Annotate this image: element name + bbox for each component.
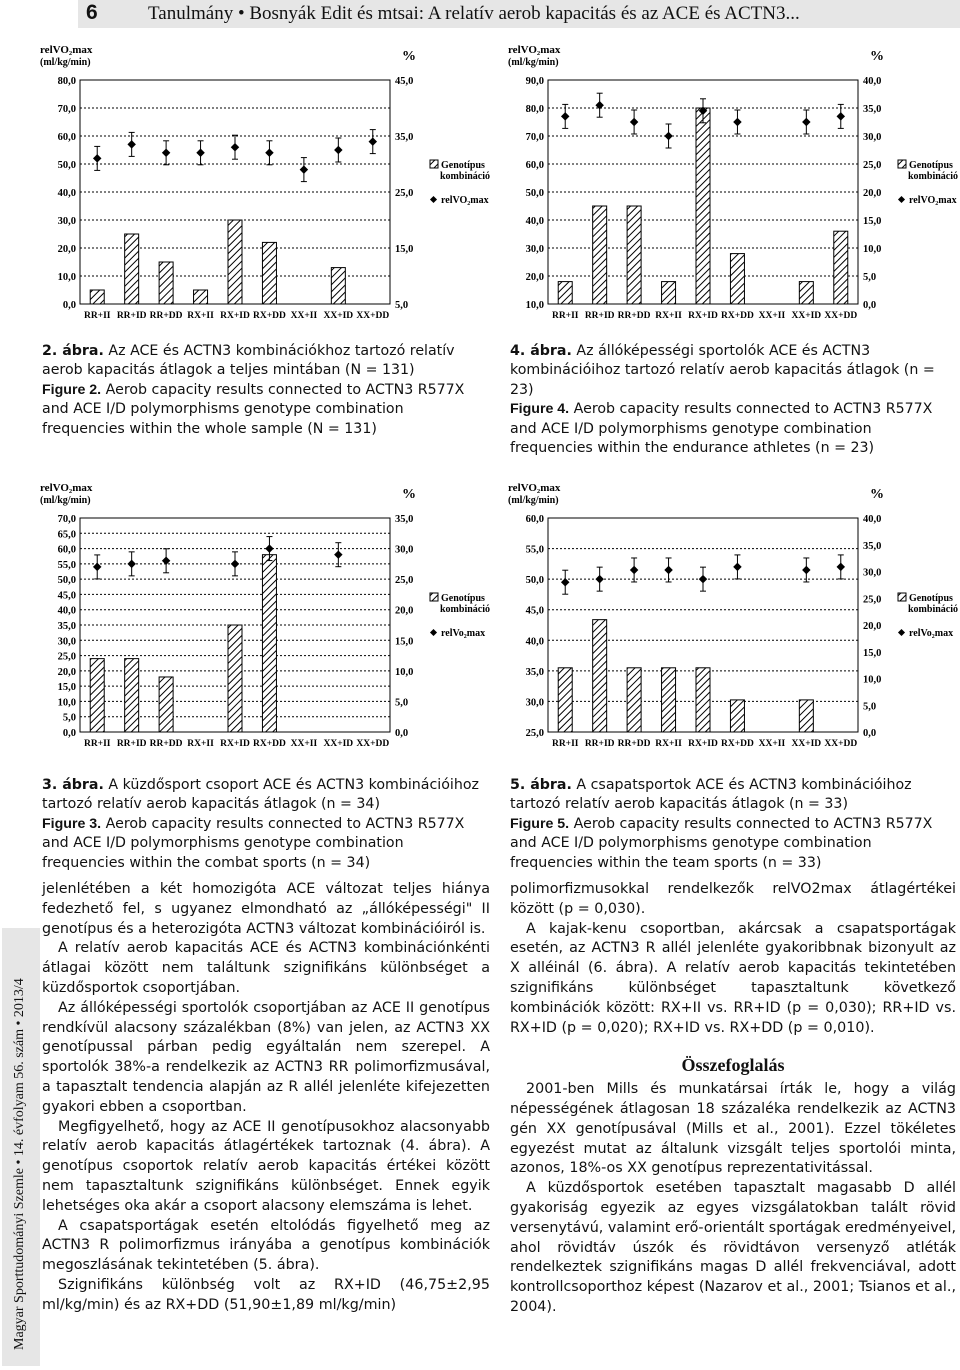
right-tick-label: 30,0 xyxy=(863,132,882,143)
bar xyxy=(593,206,607,304)
legend-text-line: Genotípus xyxy=(441,593,485,604)
bar xyxy=(228,625,242,732)
right-tick-label: 30,0 xyxy=(863,567,882,579)
vo2-marker xyxy=(265,544,273,552)
category-label: RX+II xyxy=(655,739,682,749)
section-heading: Összefoglalás xyxy=(681,1055,785,1076)
legend-swatch-marker xyxy=(898,629,905,636)
right-tick-label: 5,0 xyxy=(395,697,409,709)
vo2-marker xyxy=(231,560,239,568)
right-axis-title: % xyxy=(870,49,884,64)
left-tick-label: 65,0 xyxy=(57,529,76,541)
legend-label-vo2: relVo₂max xyxy=(909,628,954,639)
right-tick-label: 0,0 xyxy=(863,300,877,311)
right-tick-label: 35,0 xyxy=(395,132,414,143)
caption-label-en: Figure 5. xyxy=(510,815,570,832)
legend-swatch-bar xyxy=(430,160,438,168)
caption-text-en: Aerob capacity results connected to ACTN3 R577X and ACE I/D polymorphisms genotype combination frequencies within the whole sample (N = 131) xyxy=(42,381,465,437)
left-axis-unit: (ml/kg/min) xyxy=(40,57,91,68)
right-tick-label: 20,0 xyxy=(863,188,882,199)
bar xyxy=(331,268,345,304)
left-tick-label: 30,0 xyxy=(525,244,544,255)
vo2-marker xyxy=(699,575,707,583)
category-label: RR+DD xyxy=(617,739,651,749)
bar xyxy=(90,659,104,732)
vo2-marker xyxy=(733,563,741,571)
vo2-marker xyxy=(93,154,101,162)
legend-text-line: kombináció xyxy=(440,604,490,615)
bar xyxy=(730,700,744,732)
left-tick-label: 15,0 xyxy=(57,682,76,694)
paragraph: polimorfizmusokkal rendelkezők relVO2max átlagértékei között (p = 0,030). xyxy=(510,881,956,917)
left-tick-label: 5,0 xyxy=(62,712,76,724)
figure-4-chart xyxy=(506,40,958,332)
caption-text-en: Aerob capacity results connected to ACTN3 R577X and ACE I/D polymorphisms genotype combination frequencies within the endurance athletes (n = 23) xyxy=(510,401,933,457)
caption-label-en: Figure 2. xyxy=(42,381,102,398)
legend-label-genotype xyxy=(908,593,958,615)
running-header xyxy=(78,0,960,28)
paragraph: Az állóképességi sportolók csoportjában az ACE II genotípus rendkívül alacsony százalékban (8%) van jelen, az ACTN3 XX genotípussal párban pedig egyáltalán nem szerepel. A sportolók 38%-a rendelkezik az ACTN3 RR polimorfizmusával, a tapasztalt tendencia alapján az R allél jelenléte kifejezetten gyakori ebben a csoportban. xyxy=(42,999,490,1115)
right-tick-label: 35,0 xyxy=(395,514,414,525)
vo2-marker xyxy=(265,149,273,157)
right-axis-title: % xyxy=(402,49,416,64)
category-label: XX+II xyxy=(758,739,786,749)
right-axis-title: % xyxy=(402,487,416,502)
left-tick-label: 45,0 xyxy=(57,590,76,602)
left-tick-label: 10,0 xyxy=(525,300,544,311)
vo2-marker xyxy=(162,149,170,157)
left-tick-label: 60,0 xyxy=(525,160,544,171)
right-tick-label: 5,0 xyxy=(863,701,877,713)
left-tick-label: 40,0 xyxy=(525,216,544,227)
side-journal-text: Magyar Sporttudományi Szemle • 14. évfolyam 56. szám • 2013/4 xyxy=(12,978,27,1350)
left-tick-label: 40,0 xyxy=(525,636,544,648)
right-tick-label: 15,0 xyxy=(395,636,414,648)
bar xyxy=(627,668,641,732)
bar xyxy=(834,231,848,304)
category-label: XX+ID xyxy=(323,311,354,321)
caption-label-hu: 2. ábra. xyxy=(42,343,104,359)
category-label: RX+II xyxy=(655,311,682,321)
left-tick-label: 20,0 xyxy=(525,272,544,283)
category-label: RR+DD xyxy=(149,739,183,749)
left-tick-label: 25,0 xyxy=(525,728,544,739)
legend-swatch-bar xyxy=(898,593,906,601)
left-tick-label: 35,0 xyxy=(57,621,76,632)
bar xyxy=(662,282,676,304)
legend-text-line: Genotípus xyxy=(909,593,953,604)
right-tick-label: 10,0 xyxy=(395,666,414,678)
left-tick-label: 10,0 xyxy=(57,697,76,709)
left-axis-title: relVO₂max xyxy=(40,482,93,494)
bar xyxy=(159,262,173,304)
left-tick-label: 70,0 xyxy=(525,132,544,143)
bar xyxy=(696,108,710,304)
bar xyxy=(228,220,242,304)
paragraph: Megfigyelhető, hogy az ACE II genotípusokhoz alacsonyabb relatív aerob kapacitás átlagértékek tartoznak (4. ábra). A genotípus csoportok relatív aerob kapacitás értékei között nem tapasztaltunk szignifikáns különbséget. Ennek egyik lehetséges oka akár a csoport alacsony elemszáma is lehet. xyxy=(42,1118,490,1214)
bar xyxy=(799,282,813,304)
legend-label-genotype xyxy=(440,160,490,182)
bar xyxy=(662,668,676,732)
left-tick-label: 80,0 xyxy=(525,104,544,115)
vo2-marker xyxy=(630,118,638,126)
category-label: RR+II xyxy=(551,739,579,749)
right-tick-label: 35,0 xyxy=(863,540,882,552)
right-tick-label: 10,0 xyxy=(863,674,882,686)
legend-text-line: Genotípus xyxy=(909,160,953,171)
category-label: RX+DD xyxy=(253,739,286,749)
left-tick-label: 80,0 xyxy=(57,76,76,87)
legend-label-vo2: relVO₂max xyxy=(441,195,489,206)
category-label: RR+II xyxy=(83,311,111,321)
category-label: RX+DD xyxy=(721,311,754,321)
right-tick-label: 20,0 xyxy=(395,605,414,617)
right-tick-label: 25,0 xyxy=(395,575,414,587)
left-tick-label: 50,0 xyxy=(57,575,76,587)
vo2-marker xyxy=(837,112,845,120)
paragraph: 2001-ben Mills és munkatársai írták le, hogy a világ népességének átlagosan 18 százaléka rendelkezik az ACTN3 gén XX genotípusával (Mills et al., 2001). Ezzel tökéletes egyezést mutat az általunk vizsgált teljes sportolói minta, azonos, 18%-os XX genotípus reprezentativitással. xyxy=(510,1081,956,1177)
left-tick-label: 0,0 xyxy=(62,300,76,311)
bar xyxy=(194,290,208,304)
right-tick-label: 20,0 xyxy=(863,621,882,632)
category-label: XX+DD xyxy=(824,311,858,321)
bar xyxy=(558,668,572,732)
left-axis-title: relVO₂max xyxy=(508,482,561,494)
figure-3-chart xyxy=(38,478,490,760)
legend-text-line: kombináció xyxy=(908,604,958,615)
legend-label-genotype xyxy=(440,593,490,615)
bar xyxy=(696,668,710,732)
vo2-marker xyxy=(196,149,204,157)
category-label: XX+DD xyxy=(824,739,858,749)
vo2-marker xyxy=(802,118,810,126)
figure-4-caption xyxy=(510,342,956,458)
left-tick-label: 40,0 xyxy=(57,605,76,617)
vo2-marker xyxy=(334,550,342,558)
left-tick-label: 30,0 xyxy=(525,697,544,709)
vo2-marker xyxy=(369,137,377,145)
category-label: RX+ID xyxy=(220,311,250,321)
category-label: RX+DD xyxy=(721,739,754,749)
vo2-marker xyxy=(561,112,569,120)
left-tick-label: 20,0 xyxy=(57,666,76,678)
category-label: RR+II xyxy=(83,739,111,749)
caption-label-hu: 5. ábra. xyxy=(510,777,572,793)
left-tick-label: 50,0 xyxy=(525,575,544,587)
vo2-marker xyxy=(837,563,845,571)
figure-5-caption xyxy=(510,776,956,873)
caption-label-en: Figure 3. xyxy=(42,815,102,832)
left-tick-label: 25,0 xyxy=(57,651,76,663)
caption-text-en: Aerob capacity results connected to ACTN3 R577X and ACE I/D polymorphisms genotype combination frequencies within the combat sports (n = 34) xyxy=(42,815,465,871)
vo2-marker xyxy=(231,143,239,151)
left-tick-label: 35,0 xyxy=(525,666,544,678)
left-tick-label: 70,0 xyxy=(57,514,76,525)
bar xyxy=(558,282,572,304)
legend-label-vo2: relVo₂max xyxy=(441,628,486,639)
legend-swatch-marker xyxy=(898,196,905,203)
right-tick-label: 30,0 xyxy=(395,544,414,556)
bar xyxy=(262,555,276,732)
category-label: RX+ID xyxy=(220,739,250,749)
category-label: XX+II xyxy=(290,739,318,749)
category-label: XX+DD xyxy=(356,739,390,749)
right-tick-label: 15,0 xyxy=(863,216,882,227)
category-label: RR+ID xyxy=(584,311,615,321)
caption-label-hu: 3. ábra. xyxy=(42,777,104,793)
category-label: XX+DD xyxy=(356,311,390,321)
left-tick-label: 55,0 xyxy=(525,544,544,556)
left-tick-label: 10,0 xyxy=(57,272,76,283)
left-tick-label: 60,0 xyxy=(57,132,76,143)
right-tick-label: 35,0 xyxy=(863,104,882,115)
right-tick-label: 40,0 xyxy=(863,514,882,525)
right-tick-label: 25,0 xyxy=(863,594,882,606)
bar xyxy=(125,234,139,304)
paragraph: A küzdősportok esetében tapasztalt magasabb D allél gyakoriság egyezik az egyes vizsgálatokban talált rövid versenytávú, valamint erő-orientált sportágak eredményeivel, ahol rövidtáv úszók és rövidtávon versenyző atléták rendelkeztek szignifikáns magas D allél frekvenciával, adott kontrollcsoporthoz képest (Nazarov et al., 2001; Tsianos et al., 2004). xyxy=(510,1180,956,1315)
legend-swatch-bar xyxy=(898,160,906,168)
vo2-marker xyxy=(127,560,135,568)
body-left-column xyxy=(42,880,490,1316)
vo2-marker xyxy=(595,575,603,583)
right-tick-label: 0,0 xyxy=(395,728,409,739)
legend-label-genotype xyxy=(908,160,958,182)
figure-2-chart xyxy=(38,40,490,332)
page-number: 6 xyxy=(86,1,98,24)
running-title: Tanulmány • Bosnyák Edit és mtsai: A relatív aerob kapacitás és az ACE és ACTN3... xyxy=(148,3,800,24)
left-axis-title: relVO₂max xyxy=(40,44,93,56)
category-label: RR+DD xyxy=(149,311,183,321)
legend-swatch-marker xyxy=(430,629,437,636)
right-tick-label: 15,0 xyxy=(395,244,414,255)
right-axis-title: % xyxy=(870,487,884,502)
right-tick-label: 10,0 xyxy=(863,244,882,255)
legend-label-vo2: relVO₂max xyxy=(909,195,957,206)
category-label: RX+DD xyxy=(253,311,286,321)
figure-5-chart xyxy=(506,478,958,760)
vo2-marker xyxy=(664,566,672,574)
paragraph: Szignifikáns különbség volt az RX+ID (46,75±2,95 ml/kg/min) és az RX+DD (51,90±1,89 ml/kg/min) xyxy=(42,1276,490,1313)
bar xyxy=(262,242,276,304)
vo2-marker xyxy=(664,132,672,140)
category-label: XX+II xyxy=(758,311,786,321)
category-label: RR+ID xyxy=(116,739,147,749)
left-tick-label: 60,0 xyxy=(525,514,544,525)
left-tick-label: 70,0 xyxy=(57,104,76,115)
figure-2-caption xyxy=(42,342,490,439)
side-journal-label xyxy=(2,928,40,1366)
right-tick-label: 0,0 xyxy=(863,728,877,739)
left-axis-unit: (ml/kg/min) xyxy=(508,57,559,68)
vo2-marker xyxy=(334,146,342,154)
legend-text-line: Genotípus xyxy=(441,160,485,171)
right-tick-label: 5,0 xyxy=(863,272,877,283)
legend-swatch-bar xyxy=(430,593,438,601)
category-label: XX+ID xyxy=(791,739,822,749)
left-tick-label: 30,0 xyxy=(57,216,76,227)
bar xyxy=(593,620,607,732)
left-axis-title: relVO₂max xyxy=(508,44,561,56)
category-label: RR+ID xyxy=(116,311,147,321)
vo2-marker xyxy=(802,566,810,574)
vo2-marker xyxy=(630,566,638,574)
category-label: RX+II xyxy=(187,739,214,749)
bar xyxy=(730,254,744,304)
left-axis-unit: (ml/kg/min) xyxy=(40,495,91,506)
paragraph: jelenlétében a két homozigóta ACE változat teljes hiánya fedezhető fel, s ugyanez elmondható az „állóképességi" II genotípus és a heterozigóta ACTN3 változat kombinációiról is. xyxy=(42,881,490,937)
bar xyxy=(159,677,173,732)
paragraph: A kajak-kenu csoportban, akárcsak a csapatsportágak esetén, az ACTN3 R allél jelenléte gyakoribbnak bizonyult az X alléinál (6. ábra). A relatív aerob kapacitás tekintetében szignifikáns különbséget tapasztaltunk következő kombinációk között: RX+II vs. RR+ID (p = 0,030); RR+ID vs. RX+ID (p = 0,020); RX+ID vs. RX+DD (p = 0,010). xyxy=(510,920,956,1036)
left-tick-label: 90,0 xyxy=(525,76,544,87)
category-label: RX+ID xyxy=(688,311,718,321)
bar xyxy=(627,206,641,304)
right-tick-label: 25,0 xyxy=(395,188,414,199)
paragraph: A relatív aerob kapacitás ACE és ACTN3 kombinációnkénti átlagai között nem találtunk szignifikáns különbséget a küzdősportok csoportjában. xyxy=(42,940,490,996)
category-label: RR+DD xyxy=(617,311,651,321)
legend-swatch-marker xyxy=(430,196,437,203)
category-label: RR+ID xyxy=(584,739,615,749)
legend-text-line: kombináció xyxy=(908,171,958,182)
left-tick-label: 50,0 xyxy=(525,188,544,199)
vo2-marker xyxy=(733,118,741,126)
figure-3-caption xyxy=(42,776,490,873)
body-right-column xyxy=(510,880,956,1318)
category-label: XX+ID xyxy=(791,311,822,321)
caption-label-hu: 4. ábra. xyxy=(510,343,572,359)
left-tick-label: 20,0 xyxy=(57,244,76,255)
left-tick-label: 40,0 xyxy=(57,188,76,199)
bar xyxy=(799,700,813,732)
right-tick-label: 25,0 xyxy=(863,160,882,171)
category-label: RX+II xyxy=(187,311,214,321)
left-tick-label: 30,0 xyxy=(57,636,76,648)
left-tick-label: 60,0 xyxy=(57,544,76,556)
paragraph: A csapatsportágak esetén eltolódás figyelhető meg az ACTN3 R polimorfizmus irányába a genotípus kombinációk megoszlásának tekintetében (5. ábra). xyxy=(42,1217,490,1274)
caption-text-en: Aerob capacity results connected to ACTN3 R577X and ACE I/D polymorphisms genotype combination frequencies within the team sports (n = 33) xyxy=(510,815,933,871)
caption-text-hu: A csapatsportok ACE és ACTN3 kombinációihoz tartozó relatív aerob kapacitás átlagok (n = 33) xyxy=(510,777,912,813)
right-tick-label: 5,0 xyxy=(395,300,409,311)
caption-text-hu: Az állóképességi sportolók ACE és ACTN3 kombinációihoz tartozó relatív aerob kapacitás átlagok (n = 23) xyxy=(510,343,935,398)
caption-text-hu: A küzdősport csoport ACE és ACTN3 kombinációihoz tartozó relatív aerob kapacitás átlagok (n = 34) xyxy=(42,777,479,813)
caption-label-en: Figure 4. xyxy=(510,401,570,418)
left-axis-unit: (ml/kg/min) xyxy=(508,495,559,506)
right-tick-label: 45,0 xyxy=(395,76,414,87)
right-tick-label: 15,0 xyxy=(863,647,882,659)
left-tick-label: 50,0 xyxy=(57,160,76,171)
vo2-marker xyxy=(127,140,135,148)
caption-text-hu: Az ACE és ACTN3 kombinációkhoz tartozó relatív aerob kapacitás átlagok a teljes mintában (N = 131) xyxy=(42,343,455,379)
bar xyxy=(90,290,104,304)
vo2-marker xyxy=(300,165,308,173)
category-label: RX+ID xyxy=(688,739,718,749)
bar xyxy=(125,659,139,732)
category-label: XX+ID xyxy=(323,739,354,749)
right-tick-label: 40,0 xyxy=(863,76,882,87)
left-tick-label: 55,0 xyxy=(57,559,76,571)
category-label: XX+II xyxy=(290,311,318,321)
legend-text-line: kombináció xyxy=(440,171,490,182)
left-tick-label: 0,0 xyxy=(62,728,76,739)
category-label: RR+II xyxy=(551,311,579,321)
left-tick-label: 45,0 xyxy=(525,605,544,617)
